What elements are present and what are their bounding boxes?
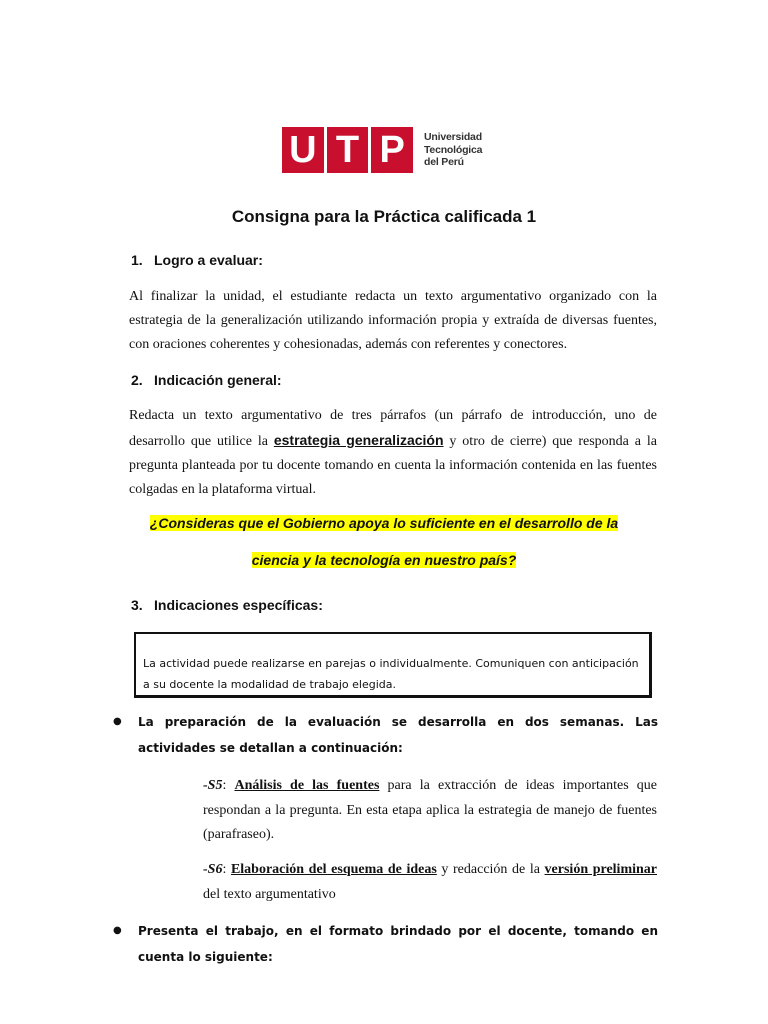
section-1-number: 1.	[131, 252, 143, 268]
logo-wordmark	[424, 131, 482, 169]
bullet-1-text: La preparación de la evaluación se desarrolla en dos semanas. Las actividades se detallan a continuación:	[138, 715, 658, 755]
question-line-1	[0, 515, 768, 531]
logo-line-2: Tecnológica	[424, 143, 483, 156]
note-box	[134, 632, 652, 698]
s5-emphasis: Análisis de las fuentes	[234, 778, 380, 793]
question-line-2	[0, 552, 768, 568]
logo-line-3: del Perú	[424, 156, 464, 168]
logo-letter-t: T	[327, 127, 372, 173]
section-1-title: Logro a evaluar:	[154, 252, 263, 268]
section-1-paragraph: Al finalizar la unidad, el estudiante redacta un texto argumentativo organizado con la estrategia de la generalización utilizando información propia y extraída de diversas fuentes, con oraciones coherentes y cohesionadas, además con referentes y conectores.	[129, 289, 657, 352]
section-3-heading	[131, 597, 323, 613]
section-2-number: 2.	[131, 372, 143, 388]
section-3-title: Indicaciones específicas:	[154, 597, 323, 613]
s6-text-mid: y redacción de la	[436, 862, 545, 877]
s5-text: para la extracción de ideas importantes que respondan a la pregunta. En esta etapa aplica la estrategia de manejo de fuentes (parafraseo).	[203, 778, 658, 842]
s6-item: -S6: Elaboración del esquema de ideas y redacción de la versión preliminar del texto argumentativo	[203, 862, 657, 902]
section-2-text-before: Redacta un texto argumentativo de tres párrafos (un párrafo de introducción, uno de desarrollo que utilice la	[129, 408, 657, 449]
s6-label: -S6	[203, 862, 223, 877]
s6-text-end: del texto argumentativo	[203, 886, 336, 902]
section-2-title: Indicación general:	[154, 372, 282, 388]
question-highlight-2: ciencia y la tecnología en nuestro país?	[251, 552, 517, 568]
s6-emphasis-1: Elaboración del esquema de ideas	[230, 862, 437, 877]
section-1-heading	[131, 252, 263, 268]
logo-line-1: Universidad	[424, 131, 482, 143]
section-2-paragraph	[129, 404, 657, 502]
utp-logo	[282, 127, 487, 173]
page-title: Consigna para la Práctica calificada 1	[231, 207, 537, 226]
bullet-2-text: Presenta el trabajo, en el formato brindado por el docente, tomando en cuenta lo siguiente:	[138, 924, 658, 964]
logo-letter-u: U	[282, 127, 327, 173]
section-2-emphasis: estrategia generalización	[273, 432, 444, 448]
logo-mark	[282, 127, 413, 173]
note-box-text: La actividad puede realizarse en parejas o individualmente. Comuniquen con anticipación a su docente la modalidad de trabajo elegida.	[143, 657, 639, 691]
s5-label: -S5	[203, 778, 223, 793]
s6-emphasis-2: versión preliminar	[544, 862, 657, 877]
s5-item: -S5: Análisis de las fuentes para la extracción de ideas importantes que respondan a la pregunta. En esta etapa aplica la estrategia de manejo de fuentes (parafraseo).	[203, 778, 658, 842]
question-highlight-1: ¿Consideras que el Gobierno apoya lo suficiente en el desarrollo de la	[149, 515, 619, 531]
section-2-heading	[131, 372, 282, 388]
logo-letter-p: P	[379, 129, 405, 171]
section-3-number: 3.	[131, 597, 143, 613]
bullet-1-icon: ●	[113, 716, 122, 727]
bullet-2-icon: ●	[113, 925, 122, 936]
section-2-text-after: y otro de cierre) que responda a la pregunta planteada por tu docente tomando en cuenta la información contenida en las fuentes colgadas en la plataforma virtual.	[129, 434, 657, 497]
